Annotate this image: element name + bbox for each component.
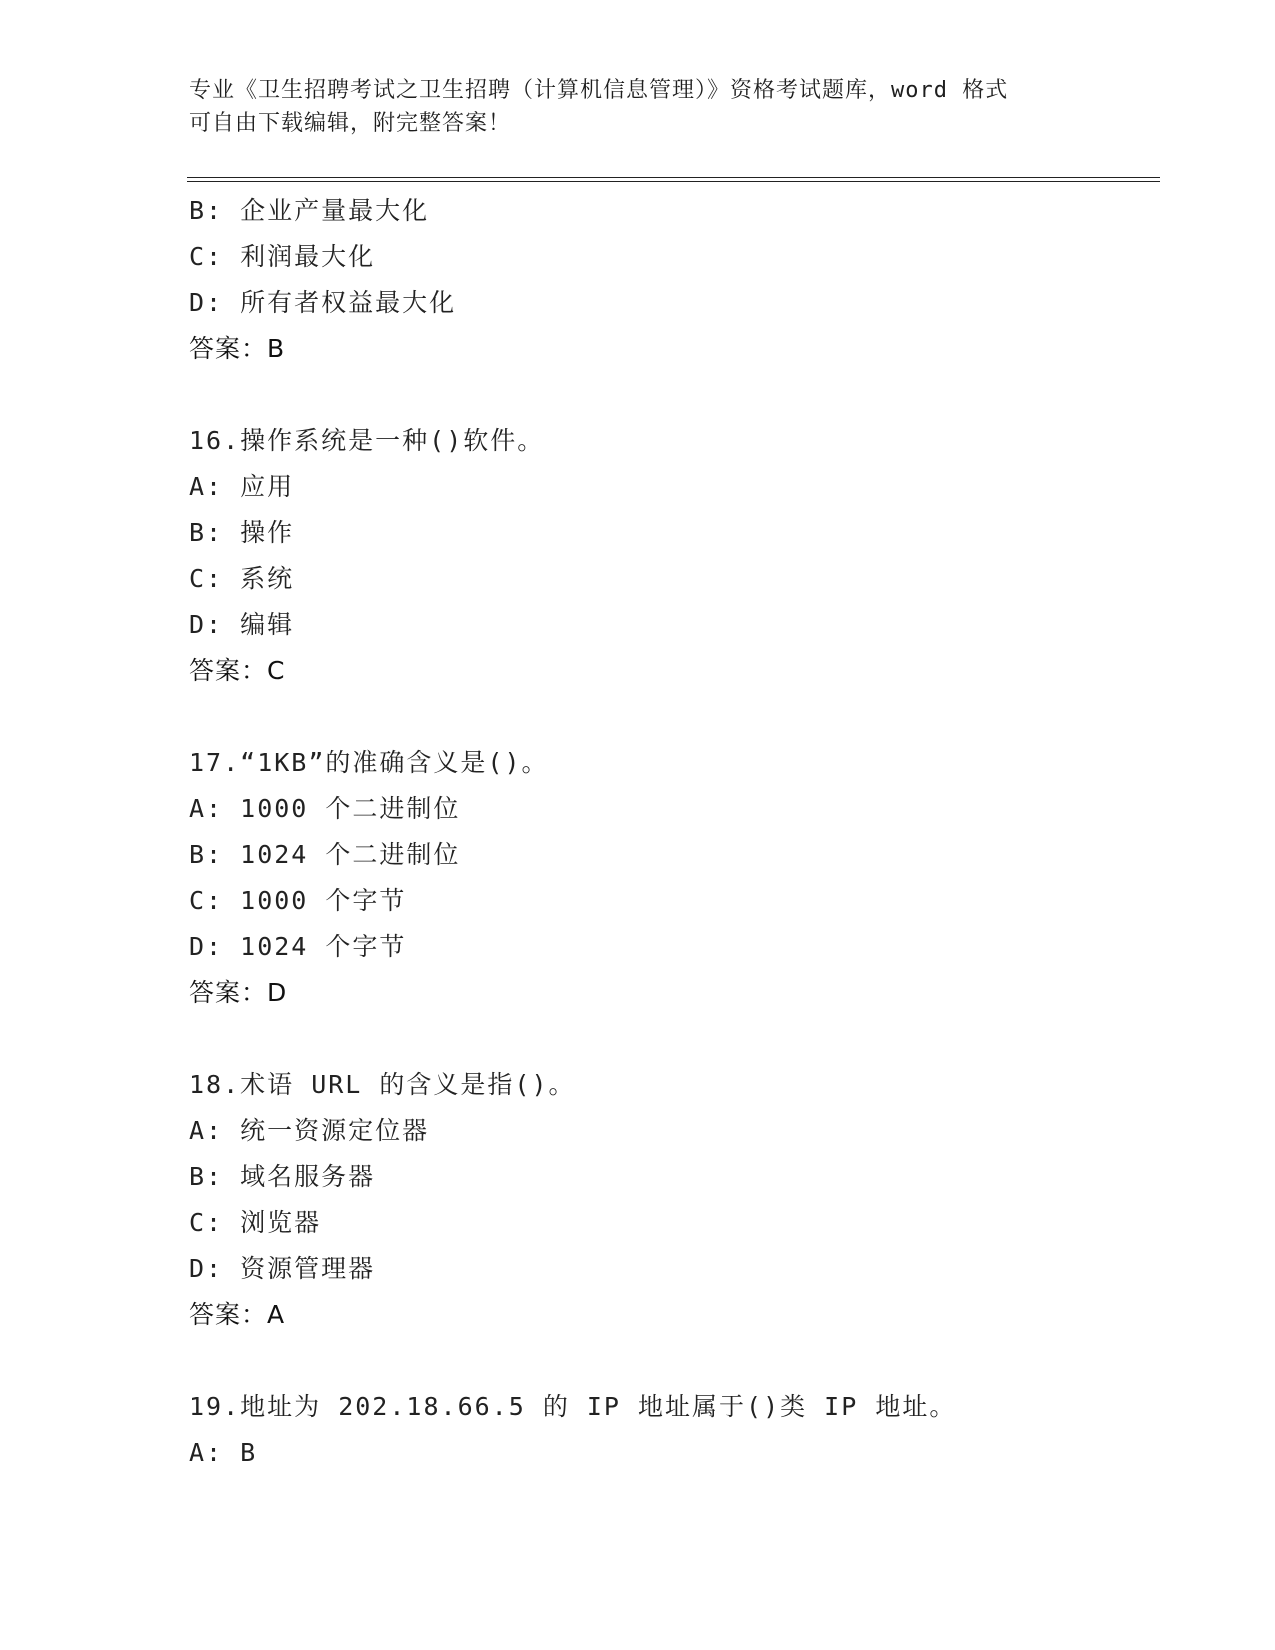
option-a: A: 1000 个二进制位 [189,794,461,823]
question-15-continued [189,188,1149,372]
option-a: A: B [189,1438,258,1467]
question-19 [189,1384,1149,1476]
answer: 答案：C [189,656,286,685]
option-a: A: 应用 [189,472,295,501]
answer: 答案：A [189,1300,286,1329]
spacer [189,372,1149,418]
option-d: D: 资源管理器 [189,1254,376,1283]
option-b: B: 域名服务器 [189,1162,376,1191]
option-c: C: 系统 [189,564,295,593]
option-b: B: 操作 [189,518,295,547]
spacer [189,694,1149,740]
question-stem: 19.地址为 202.18.66.5 的 IP 地址属于()类 IP 地址。 [189,1392,957,1421]
option-d: D: 编辑 [189,610,295,639]
answer: 答案：B [189,334,286,363]
spacer [189,1338,1149,1384]
header-divider [187,177,1160,182]
spacer [189,1016,1149,1062]
option-c: C: 浏览器 [189,1208,322,1237]
answer: 答案：D [189,978,288,1007]
question-stem: 18.术语 URL 的含义是指()。 [189,1070,576,1099]
question-18 [189,1062,1149,1338]
option-b: B: 企业产量最大化 [189,196,430,225]
document-header [189,74,1069,140]
question-list [189,188,1149,1476]
question-17 [189,740,1149,1016]
option-d: D: 所有者权益最大化 [189,288,457,317]
question-stem: 17.“1KB”的准确含义是()。 [189,748,549,777]
question-16 [189,418,1149,694]
option-c: C: 1000 个字节 [189,886,407,915]
option-b: B: 1024 个二进制位 [189,840,461,869]
option-d: D: 1024 个字节 [189,932,407,961]
header-line-1: 专业《卫生招聘考试之卫生招聘（计算机信息管理）》资格考试题库，word 格式 [189,78,1009,103]
option-a: A: 统一资源定位器 [189,1116,430,1145]
option-c: C: 利润最大化 [189,242,376,271]
question-stem: 16.操作系统是一种()软件。 [189,426,545,455]
header-line-2: 可自由下载编辑，附完整答案！ [189,111,512,136]
